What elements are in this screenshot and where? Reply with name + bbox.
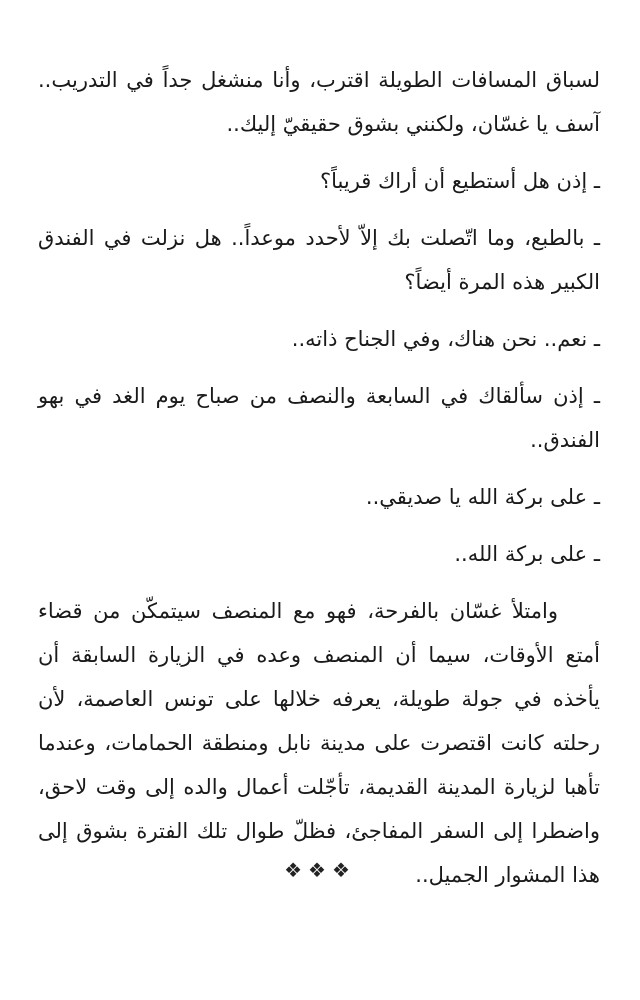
- dialogue-line: ـ على بركة الله..: [454, 542, 600, 566]
- dialogue-line: ـ إذن سألقاك في السابعة والنصف من صباح يوم الغد في بهو الفندق..: [38, 384, 600, 452]
- book-page-body: [38, 58, 600, 897]
- dialogue-line: ـ بالطبع، وما اتّصلت بك إلاّ لأحدد موعداً.. هل نزلت في الفندق الكبير هذه المرة أيضاً؟: [38, 226, 600, 294]
- paragraph-continuation: لسباق المسافات الطويلة اقترب، وأنا منشغل جداً في التدريب.. آسف يا غسّان، ولكنني بشوق حقيقيّ إليك..: [38, 68, 600, 136]
- dialogue-line: ـ إذن هل أستطيع أن أراك قريباً؟: [319, 169, 600, 193]
- narrative-paragraph: وامتلأ غسّان بالفرحة، فهو مع المنصف سيتمكّن من قضاء أمتع الأوقات، سيما أن المنصف وعده في الزيارة السابقة أن يأخذه في جولة طويلة، يعرفه خلالها على تونس العاصمة، لأن رحلته كانت اقتصرت على مدينة نابل ومنطقة الحمامات، وعندما تأهبا لزيارة المدينة القديمة، تأجّلت أعمال والده إلى وقت لاحق، واضطرا إلى السفر المفاجئ، فظلّ طوال تلك الفترة بشوق إلى هذا المشوار الجميل..: [38, 599, 600, 887]
- section-separator-ornament: ❖❖❖: [284, 858, 356, 882]
- dialogue-line: ـ نعم.. نحن هناك، وفي الجناح ذاته..: [291, 327, 600, 351]
- dialogue-line: ـ على بركة الله يا صديقي..: [365, 485, 600, 509]
